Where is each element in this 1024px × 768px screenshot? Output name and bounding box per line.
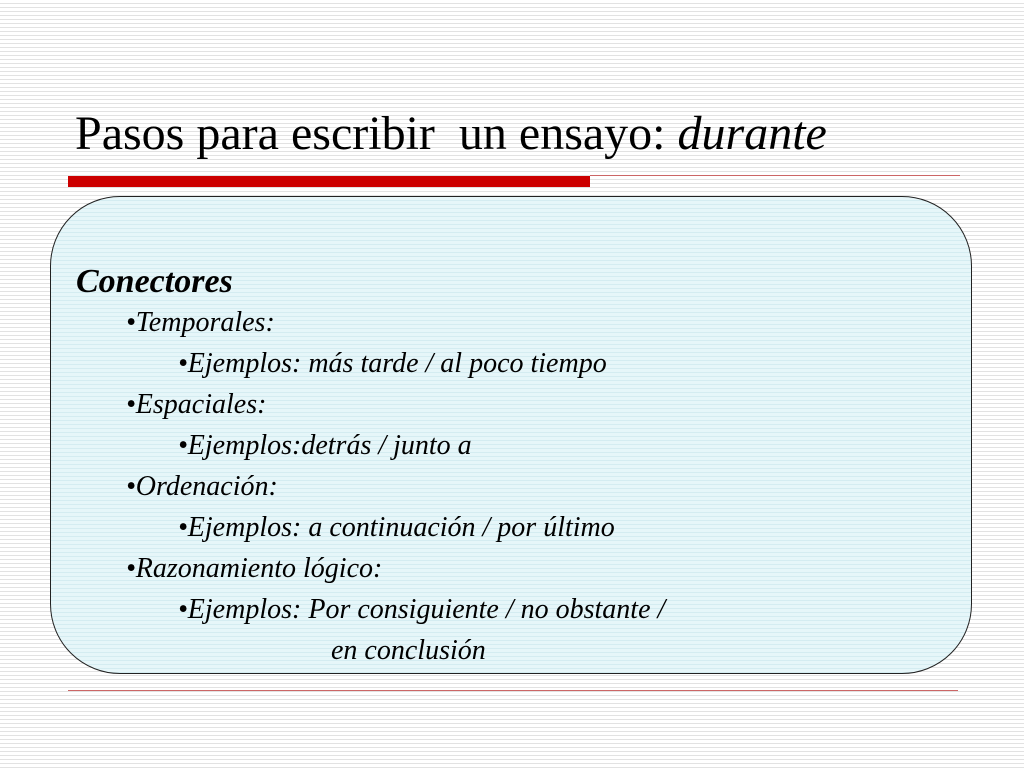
example-temporales: •Ejemplos: más tarde / al poco tiempo — [178, 348, 607, 379]
example-razonamiento-logico: •Ejemplos: Por consiguiente / no obstante / — [178, 594, 666, 625]
title-underline-red — [68, 176, 590, 187]
bullet-ordenacion: •Ordenación: — [126, 471, 278, 502]
slide-title — [75, 104, 827, 164]
example-espaciales: •Ejemplos:detrás / junto a — [178, 430, 472, 461]
footer-divider — [68, 690, 958, 691]
title-emphasis: durante — [677, 107, 827, 160]
title-underline-thin — [590, 175, 960, 176]
example-razonamiento-logico-continuation: en conclusión — [331, 635, 486, 666]
section-heading: Conectores — [76, 263, 233, 300]
bullet-espaciales: •Espaciales: — [126, 389, 267, 420]
content-text — [76, 262, 665, 671]
example-ordenacion: •Ejemplos: a continuación / por último — [178, 512, 615, 543]
bullet-razonamiento-logico: •Razonamiento lógico: — [126, 553, 383, 584]
bullet-temporales: •Temporales: — [126, 307, 275, 338]
title-main: Pasos para escribir un ensayo: — [75, 107, 678, 160]
